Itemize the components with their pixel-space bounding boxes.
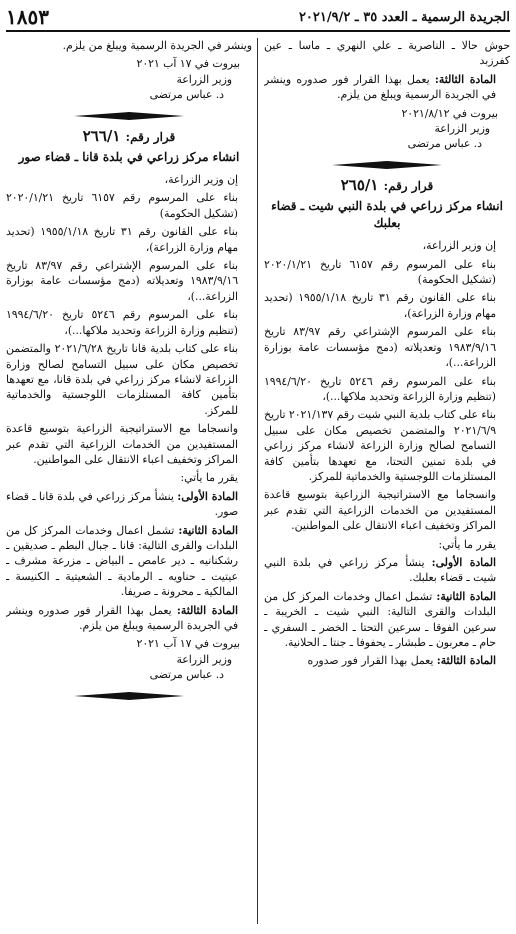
gazette-title: الجريدة الرسمية ـ العدد ٣٥ ـ ٢٠٢١/٩/٢ bbox=[298, 9, 510, 25]
article-text: تشمل اعمال وخدمات المركز كل من البلدات والقرى التالية: قانا ـ جبال البطم ـ صديقين ـ رشكنانيه ـ دير عامص ـ البياض ـ مزرعة مشرف ـ عيتيت ـ حناويه ـ الرمادية ـ الشعيتية ـ الكنيسة ـ المالكية ـ محرونة ـ صريفا. bbox=[6, 523, 238, 599]
decision-number-heading bbox=[6, 126, 252, 145]
decision-title: انشاء مركز زراعي في بلدة النبي شيت ـ قضاء بعلبك bbox=[271, 199, 503, 231]
signature-block bbox=[6, 56, 252, 102]
section-separator bbox=[6, 691, 252, 701]
continued-text: وينشر في الجريدة الرسمية ويبلغ من يلزم. bbox=[62, 39, 252, 52]
column-divider bbox=[257, 38, 258, 924]
article-text: يعمل بهذا القرار فور صدوره وينشر في الجريدة الرسمية ويبلغ من يلزم. bbox=[6, 603, 238, 632]
signature-name: د. عباس مرتضى bbox=[149, 668, 224, 682]
article-3 bbox=[6, 603, 252, 634]
signature-name: د. عباس مرتضى bbox=[407, 137, 482, 151]
article-1 bbox=[6, 489, 252, 520]
preamble-paragraph: وانسجاما مع الاستراتيجية الزراعية بتوسيع قاعدة المستفيدين من الخدمات الزراعية التي تقدم عبر المراكز وتخفيف اعباء الانتقال على المواطنين. bbox=[6, 422, 238, 466]
preamble-paragraph: بناء على المرسوم رقم ٥٢٤٦ تاريخ ١٩٩٤/٦/٢٠ (تنظيم وزارة الزراعة وتحديد ملاكها...)، bbox=[6, 308, 238, 337]
continued-villages: حوش حالا ـ الناصرية ـ علي النهري ـ ماسا ـ عين كفرزبد bbox=[264, 39, 510, 68]
preamble-paragraph: وانسجاما مع الاستراتيجية الزراعية بتوسيع قاعدة المستفيدين من الخدمات الزراعية التي تقدم عبر المراكز وتخفيف اعباء الانتقال على المواطنين. bbox=[264, 488, 496, 533]
article-text: ينشأ مركز زراعي في بلدة قانا ـ قضاء صور. bbox=[6, 489, 238, 519]
section-separator bbox=[6, 111, 252, 121]
preamble-paragraph: بناء على المرسوم رقم ٥٢٤٦ تاريخ ١٩٩٤/٦/٢٠ (تنظيم وزارة الزراعة وتحديد ملاكها...)، bbox=[264, 374, 496, 403]
preamble-paragraph: بناء على المرسوم رقم ٦١٥٧ تاريخ ٢٠٢٠/١/٢١ (تشكيل الحكومة) bbox=[6, 191, 238, 220]
signature-date: بيروت في ١٧ آب ٢٠٢١ bbox=[136, 637, 240, 651]
article-label: المادة الثالثة: bbox=[434, 72, 496, 86]
decision-label: قرار رقم: bbox=[383, 178, 434, 193]
article-3 bbox=[264, 72, 510, 103]
article-label: المادة الثالثة: bbox=[176, 603, 238, 617]
page-number: ١٨٥٣ bbox=[6, 5, 49, 29]
left-column bbox=[6, 38, 252, 926]
signature-name: د. عباس مرتضى bbox=[149, 88, 224, 102]
page-header bbox=[6, 4, 510, 32]
signature-date: بيروت في ٢٠٢١/٨/١٢ bbox=[401, 106, 498, 120]
preamble-paragraph: بناء على كتاب بلدية قانا تاريخ ٢٠٢١/٦/٢٨ والمتضمن تخصيص مكان على سبيل التسامح لصالح وزارة الزراعة لانشاء مركز زراعي في بلدة قانا، مع تعهدها بتأمين كافة المستلزمات اللوجستية والخدماتية للمركز. bbox=[6, 342, 239, 417]
decides-line: يقرر ما يأتي: bbox=[438, 537, 496, 551]
signature-title: وزير الزراعة bbox=[434, 122, 490, 136]
preamble-paragraph: بناء على القانون رقم ٣١ تاريخ ١٩٥٥/١/١٨ (تحديد مهام وزارة الزراعة)، bbox=[6, 225, 238, 254]
article-label: المادة الأولى: bbox=[431, 555, 496, 569]
decision-number-heading bbox=[264, 175, 510, 194]
preamble-paragraph: بناء على القانون رقم ٣١ تاريخ ١٩٥٥/١/١٨ (تحديد مهام وزارة الزراعة)، bbox=[264, 291, 496, 320]
article-3 bbox=[264, 653, 510, 668]
article-text: تشمل اعمال وخدمات المركز كل من البلدات والقرى التالية: النبي شيت ـ الخريبة ـ سرعين الفوقا ـ سرعين التحتا ـ الخضر ـ السفري ـ حام ـ معربون ـ طبشار ـ يحفوفا ـ جنتا ـ الحلانية. bbox=[264, 589, 496, 649]
article-1 bbox=[264, 555, 510, 586]
article-label: المادة الثانية: bbox=[436, 589, 496, 603]
article-label: المادة الثالثة: bbox=[436, 654, 496, 668]
article-2 bbox=[6, 523, 252, 600]
signature-block bbox=[6, 636, 252, 682]
article-label: المادة الثانية: bbox=[178, 523, 238, 537]
article-text: ينشأ مركز زراعي في بلدة النبي شيت ـ قضاء بعلبك. bbox=[264, 555, 496, 585]
preamble-paragraph: بناء على المرسوم الإشتراعي رقم ٨٣/٩٧ تاريخ ١٩٨٣/٩/١٦ وتعديلاته (دمج مؤسسات عامة بوزارة الزراعة...)، bbox=[6, 259, 239, 303]
decides-line: يقرر ما يأتي: bbox=[180, 471, 238, 485]
signature-title: وزير الزراعة bbox=[176, 652, 232, 666]
decision-title: انشاء مركز زراعي في بلدة قانا ـ قضاء صور bbox=[18, 150, 240, 165]
preamble-paragraph: بناء على كتاب بلدية النبي شيت رقم ٢٠٢١/١٣٧ تاريخ ٢٠٢١/٦/٩ والمتضمن تخصيص مكان على سبيل التسامح لصالح وزارة الزراعة لانشاء مركز زراعي في بلدة تمنين التحتا، مع تعهدها بتأمين كافة المستلزمات اللوجستية والخدماتية للمركز. bbox=[264, 408, 496, 483]
article-2 bbox=[264, 589, 510, 651]
preamble-paragraph: بناء على المرسوم رقم ٦١٥٧ تاريخ ٢٠٢٠/١/٢١ (تشكيل الحكومة) bbox=[264, 257, 496, 287]
signature-date: بيروت في ١٧ آب ٢٠٢١ bbox=[136, 57, 240, 71]
article-label: المادة الأولى: bbox=[177, 489, 238, 503]
signature-title: وزير الزراعة bbox=[176, 72, 232, 86]
preamble-paragraph: إن وزير الزراعة، bbox=[164, 173, 238, 187]
decision-number: ٢٦٥/١ bbox=[340, 175, 379, 194]
preamble-paragraph: بناء على المرسوم الإشتراعي رقم ٨٣/٩٧ تاريخ ١٩٨٣/٩/١٦ وتعديلاته (دمج مؤسسات عامة بوزارة الزراعة...)، bbox=[264, 325, 497, 370]
right-column bbox=[264, 38, 510, 926]
preamble-paragraph: إن وزير الزراعة، bbox=[422, 239, 496, 253]
article-text: يعمل بهذا القرار فور صدوره bbox=[307, 654, 437, 668]
section-separator bbox=[264, 160, 510, 170]
article-text: يعمل بهذا القرار فور صدوره وينشر في الجريدة الرسمية ويبلغ من يلزم. bbox=[264, 72, 496, 102]
signature-block bbox=[264, 106, 510, 152]
decision-number: ٢٦٦/١ bbox=[82, 126, 121, 145]
decision-label: قرار رقم: bbox=[125, 129, 176, 144]
